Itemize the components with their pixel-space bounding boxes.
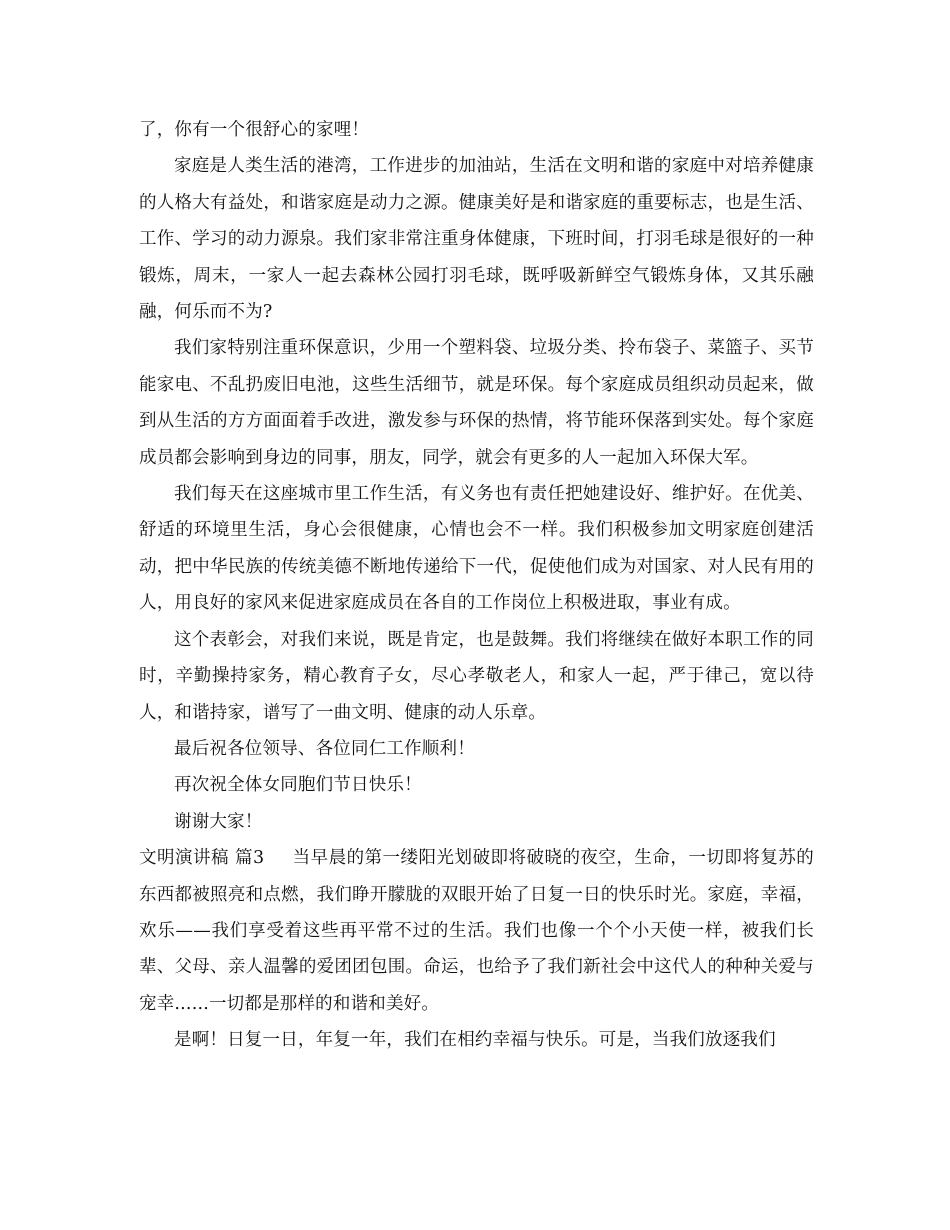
section-heading-paragraph <box>139 840 814 1022</box>
paragraph-environmental: 我们家特别注重环保意识，少用一个塑料袋、垃圾分类、拎布袋子、菜篮子、买节能家电、不乱扔废旧电池，这些生活细节，就是环保。每个家庭成员组织动员起来，做到从生活的方方面面着手改进，激发参与环保的热情，将节能环保落到实处。每个家庭成员都会影响到身边的同事，朋友，同学，就会有更多的人一起加入环保大军。 <box>139 338 814 468</box>
paragraph-continued: 了，你有一个很舒心的家哩！ <box>139 120 370 140</box>
section-title: 文明演讲稿 篇3 <box>139 848 265 869</box>
paragraph-commendation: 这个表彰会，对我们来说，既是肯定，也是鼓舞。我们将继续在做好本职工作的同时，辛勤操持家务，精心教育子女，尽心孝敬老人，和家人一起，严于律己，宽以待人，和谐持家，谱写了一曲文明、健康的动人乐章。 <box>139 629 814 723</box>
document-body <box>139 112 814 1059</box>
section-first-paragraph: 当早晨的第一缕阳光划破即将破晓的夜空，生命，一切即将复苏的东西都被照亮和点燃，我们睁开朦胧的双眼开始了日复一日的快乐时光。家庭，幸福，欢乐——我们享受着这些再平常不过的生活。我们也像一个个小天使一样，被我们长辈、父母、亲人温馨的爱团团包围。命运，也给予了我们新社会中这代人的种种关爱与宠幸......一切都是那样的和谐和美好。 <box>139 848 814 1014</box>
paragraph-wishes-leaders: 最后祝各位领导、各位同仁工作顺利！ <box>174 738 475 759</box>
paragraph-wishes-women: 再次祝全体女同胞们节日快乐！ <box>174 775 422 796</box>
paragraph-last: 是啊！日复一日，年复一年，我们在相约幸福与快乐。可是，当我们放逐我们 <box>174 1030 776 1051</box>
paragraph-thanks: 谢谢大家！ <box>174 811 263 832</box>
paragraph-healthy-family: 家庭是人类生活的港湾，工作进步的加油站，生活在文明和谐的家庭中对培养健康的人格大有益处，和谐家庭是动力之源。健康美好是和谐家庭的重要标志，也是生活、工作、学习的动力源泉。我们家非常注重身体健康，下班时间，打羽毛球是很好的一种锻炼，周末，一家人一起去森林公园打羽毛球，既呼吸新鲜空气锻炼身体，又其乐融融，何乐而不为? <box>139 156 814 323</box>
paragraph-city-life: 我们每天在这座城市里工作生活，有义务也有责任把她建设好、维护好。在优美、舒适的环境里生活，身心会很健康，心情也会不一样。我们积极参加文明家庭创建活动，把中华民族的传统美德不断地传递给下一代，促使他们成为对国家、对人民有用的人，用良好的家风来促进家庭成员在各自的工作岗位上积极进取，事业有成。 <box>139 484 814 614</box>
